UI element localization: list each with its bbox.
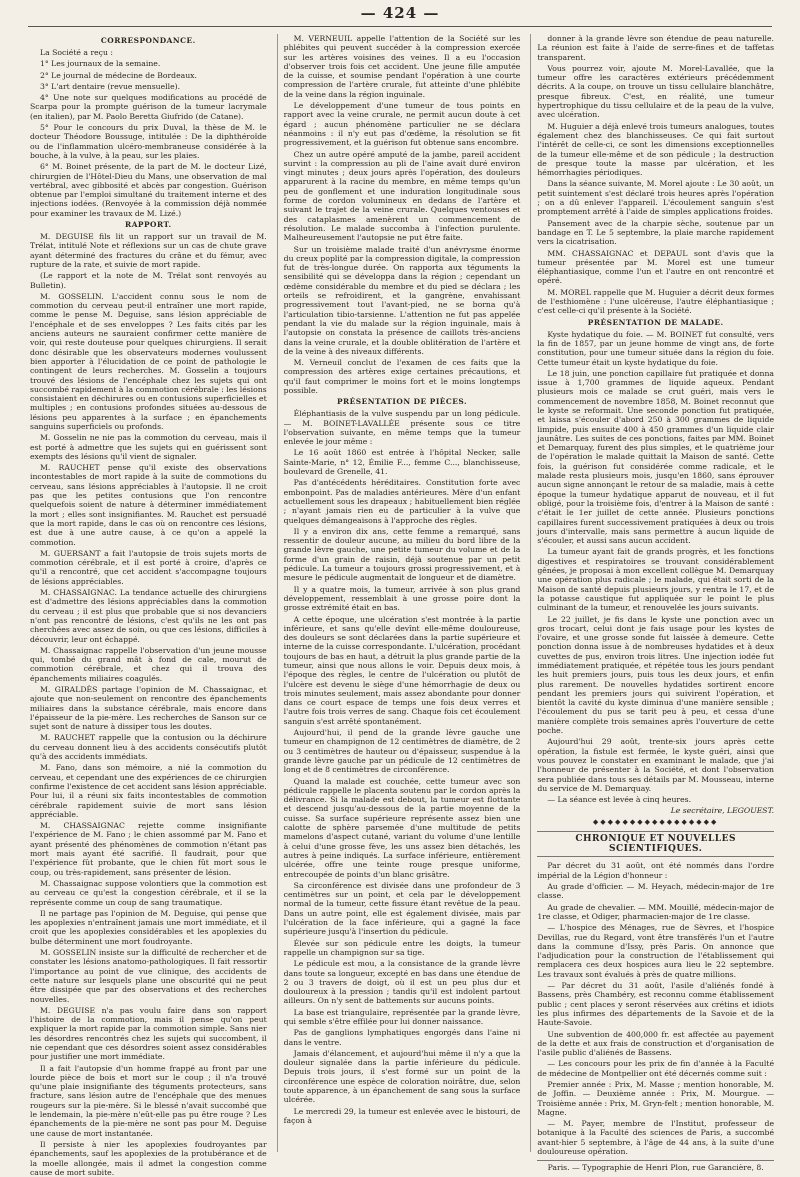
paragraph: Le mercredi 29, la tumeur est enlevée avec le bistouri, de façon à (283, 1106, 521, 1125)
paragraph: Le développement d'une tumeur de tous points en rapport avec la veine crurale, ne permit aucun doute à cet égard ; aucun phénomène particulier ne se déclara néanmoins : il n'y eut pas d'œdème, la résolution se fit progressivement, et la guérison fut obtenue sans encombre. (283, 101, 521, 148)
paragraph: M. RAUCHET rappelle que la contusion ou la déchirure du cerveau donnent lieu à des accidents consécutifs plutôt qu'à des accidents immédiats. (30, 733, 267, 762)
paragraph: — L'hospice des Ménages, rue de Sèvres, et l'hospice Devillas, rue du Regard, vont être transférés l'un et l'autre dans la commune d'Issy, près Paris. On annonce que l'adjudication pour la construction de l'établissement qui remplacera ces deux hospices aura lieu le 22 septembre. Les travaux sont évalués à près de quatre millions. (537, 923, 775, 979)
paragraph: Éléphantiasis de la vulve suspendu par un long pédicule. — M. BOINET-LAVALLÉE présente sous ce titre l'observation suivante, en même temps que la tumeur enlevée le jour même : (283, 409, 521, 447)
section-heading: CORRESPONDANCE. (100, 36, 196, 45)
paragraph: Pansement avec de la charpie sèche, soutenue par un bandage en T. Le 5 septembre, la plaie marche rapidement vers la cicatrisation. (537, 218, 775, 247)
paragraph: M. Chassaignac suppose volontiers que la commotion est au cerveau ce qu'est la congestion cérébrale, et il se la représente comme un coup de sang traumatique. (30, 878, 267, 907)
page-number: — 424 — (360, 4, 440, 22)
chronicle-heading: CHRONIQUE ET NOUVELLES SCIENTIFIQUES. (537, 831, 774, 857)
ornament-divider: ◆◆◆◆◆◆◆◆◆◆◆◆◆◆◆◆◆ (592, 818, 719, 827)
paragraph: Aujourd'hui 29 août, trente-six jours après cette opération, la fistule est fermée, le kyste guéri, ainsi que vous pouvez le constater en examinant le malade, que j'ai l'honneur de présenter à la Société, et dont l'observation sera publiée dans tous ses détails par M. Mousseau, interne du service de M. Demarquay. (537, 737, 775, 793)
paragraph: Il y a environ dix ans, cette femme a remarqué, sans ressentir de douleur aucune, au milieu du bord libre de la grande lèvre gauche, une petite tumeur du volume et de la forme d'un grain de raisin, déjà soutenue par un petit pédicule. La tumeur a toujours grossi progressivement, et à mesure le pédicule augmentait de longueur et de diamètre. (283, 526, 521, 583)
paragraph: M. Chassaignac rappelle l'observation d'un jeune mousse qui, tombé du grand mât à fond de cale, mourut de commotion cérébrale, et chez qui il trouva des épanchements miliaires coagulés. (30, 645, 267, 683)
paragraph: 4° Une note sur quelques modifications au procédé de Scarpa pour la prompte guérison de la tumeur lacrymale (en italien), par M. Paolo Beretta Giufrido (de Catane). (30, 93, 267, 121)
paragraph: 5° Pour le concours du prix Duval, la thèse de M. le docteur Théodore Boussuge, intitulée : De la diphthéroïde ou de l'inflammation ulcéro-membraneuse considérée à la bouche, à la vulve, à la peau, sur les plaies. (30, 123, 267, 160)
paragraph: M. GUERSANT a fait l'autopsie de trois sujets morts de commotion cérébrale, et il est porté à croire, d'après ce qu'il a rencontré, que cet accident s'accompagne toujours de lésions appréciables. (30, 548, 267, 586)
top-rule (28, 26, 772, 27)
paragraph: Le 18 juin, une ponction capillaire fut pratiquée et donna issue à 1,700 grammes de liquide aqueux. Pendant plusieurs mois ce malade se crut guéri, mais vers le commencement de novembre 1858, M. Boinet reconnut que le kyste se reformait. Une seconde ponction fut pratiquée, et laissa s'écouler d'abord 250 à 300 grammes de liquide limpide, puis ensuite 400 à 450 grammes d'un liquide clair jaunâtre. Les suites de ces ponctions, faites par MM. Boinet et Demarquay, furent des plus simples, et le quatrième jour de l'opération le malade quittait la Maison de santé. Cette fois, la guérison fut considérée comme radicale, et le malade resta plusieurs mois, jusqu'en 1860, sans éprouver aucun signe annonçant le retour de sa maladie, mais à cette époque la tumeur hydatique apparut de nouveau, et il fut obligé, pour la troisième fois, d'entrer à la Maison de santé : c'était le 1er juillet de cette année. Plusieurs ponctions capillaires furent successivement pratiquées à deux ou trois jours d'intervalle, mais sans permettre à aucun liquide de s'écouler, et aussi sans aucun accident. (537, 368, 775, 546)
paragraph: A cette époque, une ulcération s'est montrée à la partie inférieure, et sans qu'elle devînt elle-même douloureuse, des douleurs se sont déclarées dans la partie supérieure et interne de la cuisse correspondante. L'ulcération, procédant toujours de bas en haut, a détruit la plus grande partie de la tumeur, ainsi que nous allons le voir. Depuis deux mois, à l'époque des règles, le centre de l'ulcération ou plutôt de l'ulcère est devenu le siège d'une hémorrhagie de deux ou trois minutes seulement, mais assez abondante pour donner dans ce court espace de temps une fois deux verres et l'autre fois trois verres de sang. Chaque fois cet écoulement sanguin s'est arrêté spontanément. (283, 614, 521, 726)
paragraph: 3° L'art dentaire (revue mensuelle). (40, 81, 181, 91)
text-columns (30, 34, 775, 1177)
paragraph: Quand la malade est couchée, cette tumeur avec son pédicule rappelle le placenta soutenu par le cordon après la délivrance. Si la malade est debout, la tumeur est flottante et descend jusqu'au-dessous de la partie moyenne de la cuisse. Sa surface supérieure représente assez bien une calotte de sphère parsemée d'une multitude de petits mamelons d'aspect cutané, variant du volume d'une lentille à celui d'une grosse fève, les uns assez bien détachés, les autres à peine indiqués. La surface inférieure, entièrement ulcérée, offre une teinte rouge presque uniforme, entrecoupée de points d'un blanc grisâtre. (283, 776, 521, 879)
section-heading: PRÉSENTATION DE PIÈCES. (336, 397, 468, 407)
paragraph: M. GOSSELIN insiste sur la difficulté de rechercher et de constater les lésions anatomo-pathologiques. Il fait ressortir l'importance au point de vue clinique, des accidents de cette nature sur lesquels plane une obscurité qui ne peut être dissipée que par des observations et des recherches nouvelles. (30, 948, 267, 1004)
paragraph: M. VERNEUIL appelle l'attention de la Société sur les phlébites qui peuvent succéder à la compression exercée sur les artères voisines des veines. Il a eu l'occasion d'observer trois fois cet accident. Une jeune fille amputée de la cuisse, et soumise pendant l'opération à une courte compression de l'artère crurale, fut atteinte d'une phlébite de la veine dans la région inguinale. (283, 34, 521, 99)
paragraph: Chez un autre opéré amputé de la jambe, pareil accident survint : la compression au pli de l'aine avait duré environ vingt minutes ; deux jours après l'opération, des douleurs apparurent à la racine du membre, en même temps qu'un peu de gonflement et une induration longitudinale sous forme de cordon volumineux en dedans de l'artère et suivant le trajet de la veine crurale. Quelques ventouses et des cataplasmes amenèrent un commencement de résolution. Le malade succomba à l'infection purulente. Malheureusement l'autopsie ne put être faite. (283, 149, 521, 243)
paragraph: Jamais d'élancement, et aujourd'hui même il n'y a que la douleur signalée dans la partie inférieure du pédicule. Depuis trois jours, il s'est formé sur un point de la circonférence une espèce de coloration noirâtre, due, selon toute apparence, à un épanchement de sang sous la surface ulcérée. (283, 1048, 521, 1105)
paragraph: Premier année : Prix, M. Masse ; mention honorable, M. de Joffin. — Deuxième année : Prix, M. Mourgue. — Troisième année : Prix, M. Gryn-felt ; mention honorable, M. Magne. (537, 1079, 775, 1117)
paragraph: Dans la séance suivante, M. Morel ajoute : Le 30 août, un petit suintement s'est déclaré trois heures après l'opération ; on a dû enlever l'appareil. L'écoulement sanguin s'est promptement arrêté à l'aide de simples applications froides. (537, 179, 775, 217)
paragraph: M. Gosselin ne nie pas la commotion du cerveau, mais il est porté à admettre que les sujets qui en guérissent sont exempts des lésions qu'il vient de signaler. (30, 433, 267, 461)
paragraph: Il persiste à nier les apoplexies foudroyantes par épanchements, sauf les apoplexies de la protubérance et de la moelle allongée, mais il admet la congestion comme cause de mort subite. (30, 1139, 267, 1177)
paragraph: M. Huguier a déjà enlevé trois tumeurs analogues, toutes également chez des blanchisseuses. Ce qui fait surtout l'intérêt de celle-ci, ce sont les dimensions exceptionnelles de la tumeur elle-même et de son pédicule ; la destruction de presque toute la masse par ulcération, et les hémorrhagies périodiques. (537, 121, 775, 178)
paragraph: Vous pourrez voir, ajoute M. Morel-Lavallée, que la tumeur offre les caractères extérieurs précédemment décrits. A la coupe, on trouve un tissu cellulaire blanchâtre, presque fibreux. C'est, en réalité, une tumeur hypertrophique du tissu cellulaire et de la peau de la vulve, avec ulcération. (537, 63, 775, 120)
paragraph: 6° M. Boinet présente, de la part de M. le docteur Lizé, chirurgien de l'Hôtel-Dieu du Mans, une observation de mal vertébral, avec gibbosité et abcès par congestion. Guérison obtenue par l'emploi simultané du traitement interne et des injections iodées. (Renvoyée à la commission déjà nommée pour examiner les travaux de M. Lizé.) (30, 162, 267, 218)
paragraph: Pas de ganglions lymphatiques engorgés dans l'aine ni dans le ventre. (283, 1028, 521, 1047)
paragraph: Pas d'antécédents héréditaires. Constitution forte avec embonpoint. Pas de maladies antérieures. Mère d'un enfant actuellement sous les drapeaux ; habituellement bien réglée ; n'ayant jamais rien eu de particulier à la vulve que quelques démangeaisons à l'approche des règles. (283, 478, 521, 525)
column-2 (277, 34, 521, 1152)
paragraph: MM. CHASSAIGNAC et DEPAUL sont d'avis que la tumeur présentée par M. Morel est une tumeur éléphantiasique, comme l'un et l'autre en ont rencontré et opéré. (537, 248, 775, 286)
paragraph: M. DEGUISE fils lit un rapport sur un travail de M. Trélat, intitulé Note et réflexions sur un cas de chute grave ayant déterminé des fractures du crâne et du fémur, avec rupture de la rate, et suivie de mort rapide. (30, 232, 267, 269)
section-heading: PRÉSENTATION DE MALADE. (587, 317, 724, 327)
paragraph: M. GIRALDÈS partage l'opinion de M. Chassaignac, et ajoute que non-seulement on rencontre des épanchements miliaires dans la substance cérébrale, mais encore dans l'épaisseur de la pie-mère. Les recherches de Sanson sur ce sujet sont de nature à dissiper tous les doutes. (30, 685, 267, 732)
paragraph: 2° Le journal de médecine de Bordeaux. (40, 70, 197, 80)
paragraph: Une subvention de 400,000 fr. est affectée au payement de la dette et aux frais de construction et d'organisation de l'asile public d'aliénés de Bassens. (537, 1029, 775, 1058)
paragraph: M. CHASSAIGNAC rejette comme insignifiante l'expérience de M. Fano ; le chien assommé par M. Fano et ayant présenté des phénomènes de commotion n'étant pas mort mais ayant été sacrifié. Il faudrait, pour que l'expérience fût probante, que le chien fût mort sous le coup, ou très-rapidement, sans présenter de lésion. (30, 821, 267, 877)
paragraph: Il a fait l'autopsie d'un homme frappé au front par une lourde pièce de bois et mort sur le coup ; il n'a trouvé qu'une plaie insignifiante des téguments protecteurs, sans fracture, sans lésion autre de l'encéphale que des menues rougeurs sur la pie-mère. Si le blessé n'avait succombé que le lendemain, la pie-mère n'eût-elle pas pu être rouge ? Les épanchements de la pie-mère ne sont pas pour M. Deguise une cause de mort instantanée. (30, 1063, 267, 1138)
paragraph: — M. Payer, membre de l'Institut, professeur de botanique à la Faculté des sciences de Paris, a succombé avant-hier 5 septembre, à l'âge de 44 ans, à la suite d'une douloureuse opération. (537, 1119, 775, 1157)
paragraph: Au grade de chevalier. — MM. Mouillé, médecin-major de 1re classe, et Odiger, pharmacien-major de 1re classe. (537, 902, 775, 921)
paragraph: — La séance est levée à cinq heures. (547, 795, 692, 805)
paragraph: M. MOREL rappelle que M. Huguier a décrit deux formes de l'esthiomène : l'une ulcéreuse, l'autre éléphantiasique ; c'est celle-ci qu'il présente à la Société. (537, 287, 775, 316)
paragraph: Par décret du 31 août, ont été nommés dans l'ordre impérial de la Légion d'honneur : (537, 861, 775, 880)
paragraph: La tumeur ayant fait de grands progrès, et les fonctions digestives et respiratoires se trouvant considérablement gênées, je proposai à mon excellent collègue M. Demarquay une opération plus radicale ; le malade, qui était sorti de la Maison de santé depuis plusieurs jours, y rentra le 17, et de la potasse caustique fut appliquée sur le point le plus culminant de la tumeur, et renouvelée les jours suivants. (537, 547, 775, 613)
paragraph: M. Fano, dans son mémoire, a nié la commotion du cerveau, et cependant une des expériences de ce chirurgien confirme l'existence de cet accident sans lésion appréciable. Pour lui, il a réuni six faits incontestables de commotion cérébrale rapidement suivie de mort sans lésion appréciable. (30, 763, 267, 819)
section-heading: RAPPORT. (125, 220, 172, 230)
secretary-signature: Le secrétaire, LEGOUEST. (670, 806, 775, 816)
paragraph: La Société a reçu : (40, 48, 113, 57)
paragraph: La base est triangulaire, représentée par la grande lèvre, qui semble s'être effilée pour lui donner naissance. (283, 1007, 521, 1026)
paragraph: M. Verneuil conclut de l'examen de ces faits que la compression des artères exige certaines précautions, et qu'il faut comprimer le moins fort et le moins longtemps possible. (283, 358, 521, 395)
paragraph: Sa circonférence est divisée dans une profondeur de 3 centimètres sur un point, et cela par le développement normal de la tumeur, cette fissure étant revêtue de la peau. Dans un autre point, elle est également divisée, mais par l'ulcération de la face inférieure, qui a gagné la face supérieure jusqu'à l'insertion du pédicule. (283, 880, 521, 937)
paragraph: M. DEGUISE n'a pas voulu faire dans son rapport l'histoire de la commotion, mais il pense qu'on peut expliquer la mort rapide par la commotion simple. Sans nier les désordres rencontrés chez les sujets qui succombent, il nie cependant que ces désordres soient assez considérables pour justifier une mort immédiate. (30, 1005, 267, 1062)
paragraph: Au grade d'officier. — M. Heyach, médecin-major de 1re classe. (537, 882, 775, 901)
paragraph: M. CHASSAIGNAC. La tendance actuelle des chirurgiens est d'admettre des lésions appréciables dans la commotion du cerveau ; il est plus que probable que si nos devanciers n'ont pas rencontré de lésions, c'est qu'ils ne les ont pas cherchées avec assez de soin, ou que ces lésions, difficiles à découvrir, leur ont échappé. (30, 588, 267, 644)
paragraph: — Par décret du 31 août, l'asile d'aliénés fondé à Bassens, près Chambéry, est reconnu comme établissement public ; cent places y seront réservées aux crétins et idiots les plus infirmes des départements de la Savoie et de la Haute-Savoie. (537, 981, 775, 1028)
paragraph: Le 22 juillet, je fis dans le kyste une ponction avec un gros trocart, celui dont je fais usage pour les kystes de l'ovaire, et une grosse sonde fut laissée à demeure. Cette ponction donna issue à de nombreuses hydatides et à deux cuvettes de pus, environ trois litres. Une injection iodée fut immédiatement pratiquée, et répétée tous les jours pendant les huit premiers jours, puis tous les deux jours, et enfin plus rarement. De nouvelles hydatides sortirent encore pendant les premiers jours qui suivirent l'opération, et bientôt la cavité du kyste diminua d'une manière sensible ; l'écoulement du pus se tarit peu à peu, et cessa d'une manière complète trois semaines après l'ouverture de cette poche. (537, 614, 775, 736)
column-1 (30, 34, 267, 1177)
paragraph: Il y a quatre mois, la tumeur, arrivée à son plus grand développement, ressemblait à une grosse poire dont la grosse extrémité était en bas. (283, 584, 521, 613)
paragraph: M. RAUCHET pense qu'il existe des observations incontestables de mort rapide à la suite de commotions du cerveau, sans lésions appréciables à l'autopsie. Il ne croit pas que les petites contusions que l'on rencontre quelquefois soient de nature à déterminer immédiatement la mort ; elles sont insignifiantes. M. Rauchet est persuadé que la mort rapide, dans le cas où on rencontre ces lésions, est due à une autre cause, à ce qu'on a appelé la commotion. (30, 463, 267, 547)
paragraph: Aujourd'hui, il pend de la grande lèvre gauche une tumeur en champignon de 12 centimètres de diamètre, de 2 ou 3 centimètres de hauteur ou d'épaisseur, suspendue à la grande lèvre gauche par un pédicule de 12 centimètres de long et de 8 centimètres de circonférence. (283, 728, 521, 775)
column-3 (530, 34, 775, 1173)
paragraph: — Les concours pour les prix de fin d'année à la Faculté de médecine de Montpellier ont été décernés comme suit : (537, 1059, 775, 1078)
paragraph: Kyste hydatique du foie. — M. BOINET fut consulté, vers la fin de 1857, par un jeune homme de vingt ans, de forte constitution, pour une tumeur située dans la région du foie. Cette tumeur était un kyste hydatique du foie. (537, 329, 775, 367)
paragraph: (Le rapport et la note de M. Trélat sont renvoyés au Bulletin). (30, 271, 267, 290)
paragraph: Élevée sur son pédicule entre les doigts, la tumeur rappelle un champignon sur sa tige. (283, 938, 521, 957)
paragraph: Le 16 août 1860 est entrée à l'hôpital Necker, salle Sainte-Marie, n° 12, Émilie F..., femme C..., blanchisseuse, boulevard de Grenelle, 41. (283, 448, 521, 477)
printer-imprint: Paris. — Typographie de Henri Plon, rue Garancière, 8. (537, 1160, 774, 1172)
paragraph: Il ne partage pas l'opinion de M. Deguise, qui pense que les apoplexies n'entraînent jamais une mort immédiate, et il croit que les apoplexies considérables et les apoplexies du bulbe déterminent une mort foudroyante. (30, 908, 267, 946)
paragraph: Le pédicule est mou, a la consistance de la grande lèvre dans toute sa longueur, excepté en bas dans une étendue de 2 ou 3 travers de doigt, où il est un peu plus dur et douloureux à la pression ; tandis qu'il est indolent partout ailleurs. On n'y sent de battements sur aucuns points. (283, 959, 521, 1006)
paragraph: donner à la grande lèvre son étendue de peau naturelle. La réunion est faite à l'aide de serre-fines et de taffetas transparent. (537, 34, 775, 62)
paragraph: Sur un troisième malade traité d'un anévrysme énorme du creux poplité par la compression digitale, la compression fut de très-longue durée. On rapporta aux téguments la sensibilité qui se développa dans la région ; cependant un œdème considérable du membre et du pied se déclara ; les orteils se refroidirent, et la gangrène, envahissant progressivement tout l'avant-pied, ne se borna qu'à l'articulation tibio-tarsienne. L'attention ne fut pas appelée pendant la vie du malade sur la région inguinale, mais à l'autopsie on constata la présence de caillots très-anciens dans la veine crurale, et la double oblitération de l'artère et de la veine à des niveaux différents. (283, 244, 521, 356)
paragraph: M. GOSSELIN. L'accident connu sous le nom de commotion du cerveau peut-il entraîner une mort rapide, comme le pense M. Deguise, sans lésion appréciable de l'encéphale et de ses enveloppes ? Les faits cités par les anciens auteurs ne sauraient confirmer cette manière de voir, qui reste douteuse pour quelques chirurgiens. Il serait donc désirable que les observateurs modernes voulussent bien apporter à l'élucidation de ce point de pathologie le contingent de leurs recherches. M. Gosselin a toujours trouvé des lésions de l'encéphale chez les sujets qui ont succombé rapidement à la commotion cérébrale : les lésions consistaient en déchirures ou en contusions superficielles et multiples ; en contusions profondes situées au-dessous de lésions peu apparentes à la surface ; en épanchements sanguins superficiels ou profonds. (30, 291, 267, 431)
paragraph: 1° Les journaux de la semaine. (40, 59, 161, 69)
